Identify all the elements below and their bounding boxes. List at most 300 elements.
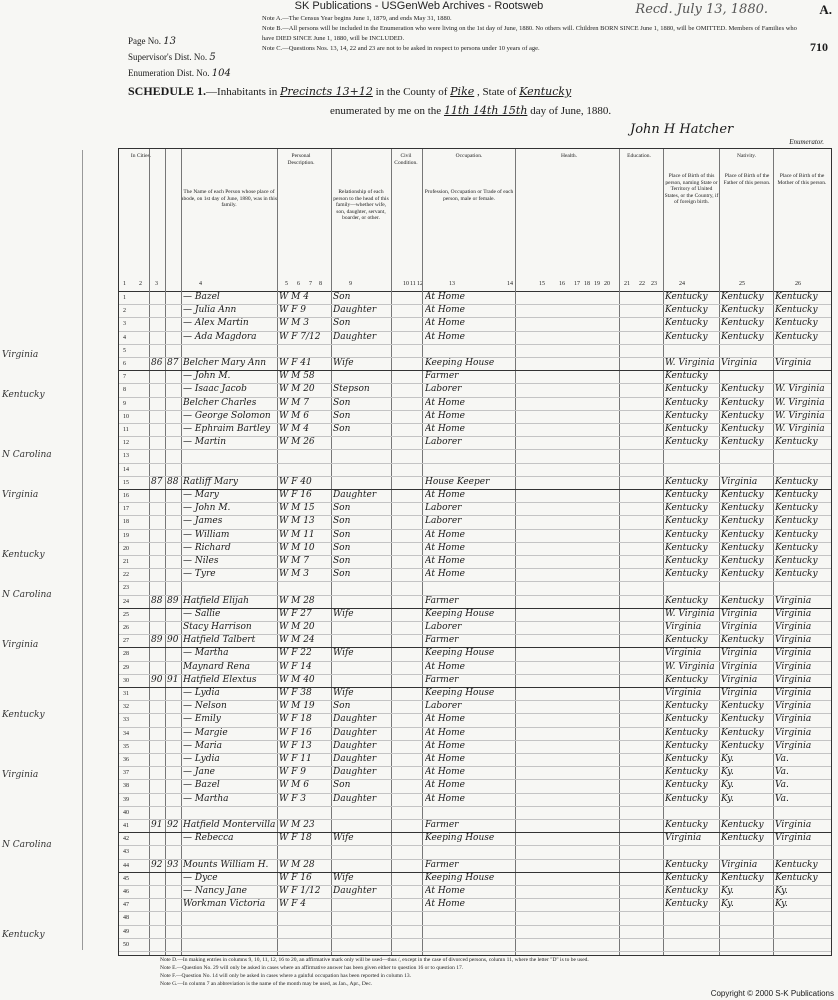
header-nativity: Nativity. bbox=[736, 153, 757, 159]
cell-cr: W M 7 bbox=[279, 397, 309, 408]
cell-occ: Laborer bbox=[425, 701, 462, 712]
table-row bbox=[119, 344, 831, 358]
cell-cr: W F 4 bbox=[279, 899, 306, 910]
cell-f: Kentucky bbox=[721, 529, 764, 540]
table-row bbox=[119, 925, 831, 939]
table-row bbox=[119, 529, 831, 543]
line-number: 22 bbox=[123, 572, 129, 579]
cell-cr: W M 40 bbox=[279, 674, 315, 685]
cell-name: Ratliff Mary bbox=[183, 476, 238, 487]
cell-rel: Son bbox=[333, 424, 351, 434]
cell-b: Kentucky bbox=[665, 490, 708, 500]
cell-cr: W M 6 bbox=[279, 780, 309, 791]
line-number: 1 bbox=[123, 295, 126, 301]
cell-name: — Martha bbox=[183, 793, 229, 804]
cell-f: Kentucky bbox=[721, 727, 764, 738]
enum-suffix: day of June, 1880. bbox=[530, 105, 612, 117]
cell-f: Kentucky bbox=[721, 542, 764, 553]
cell-cr: W M 28 bbox=[279, 859, 315, 870]
cell-cr: W F 13 bbox=[279, 740, 312, 751]
cell-fam: 87 bbox=[167, 358, 179, 368]
column-number: 17 bbox=[574, 281, 580, 287]
cell-f: Ky. bbox=[721, 780, 734, 791]
column-number: 16 bbox=[559, 281, 565, 287]
cell-rel: Daughter bbox=[333, 331, 377, 342]
table-row bbox=[119, 819, 831, 833]
schedule-prefix: —Inhabitants in bbox=[206, 86, 278, 98]
cell-f: Virginia bbox=[721, 622, 758, 632]
column-number: 7 bbox=[309, 281, 312, 287]
schedule-line bbox=[128, 84, 571, 99]
cell-f: Kentucky bbox=[721, 292, 764, 302]
cell-cr: W M 58 bbox=[279, 371, 315, 382]
cell-name: Maynard Rena bbox=[183, 661, 251, 672]
cell-name: — Mary bbox=[183, 490, 219, 500]
cell-cr: W M 6 bbox=[279, 410, 309, 421]
cell-occ: At Home bbox=[425, 754, 465, 764]
county-label: in the County of bbox=[375, 86, 448, 98]
enumeration-district bbox=[128, 68, 231, 79]
table-row bbox=[119, 713, 831, 727]
cell-b: Kentucky bbox=[665, 424, 708, 434]
cell-b: Kentucky bbox=[665, 476, 708, 487]
margin-note: N Carolina bbox=[2, 840, 52, 850]
enumeration-date-line bbox=[330, 104, 611, 117]
line-number: 13 bbox=[123, 453, 129, 460]
cell-b: Virginia bbox=[665, 833, 702, 844]
line-number: 5 bbox=[123, 347, 126, 354]
table-row bbox=[119, 304, 831, 318]
cell-occ: At Home bbox=[425, 292, 465, 302]
received-stamp: Recd. July 13, 1880. bbox=[635, 2, 768, 17]
cell-name: — Isaac Jacob bbox=[183, 384, 247, 395]
cell-rel: Daughter bbox=[333, 886, 377, 896]
cell-cr: W M 3 bbox=[279, 569, 309, 580]
cell-b: Kentucky bbox=[665, 886, 708, 896]
cell-occ: Laborer bbox=[425, 437, 462, 448]
cell-occ: At Home bbox=[425, 780, 465, 791]
cell-f: Kentucky bbox=[721, 503, 764, 514]
cell-occ: Laborer bbox=[425, 516, 462, 527]
cell-b: Kentucky bbox=[665, 384, 708, 395]
table-row bbox=[119, 885, 831, 899]
cell-occ: Farmer bbox=[425, 674, 459, 685]
cell-name: — Rebecca bbox=[183, 833, 234, 844]
line-number: 29 bbox=[123, 664, 129, 671]
page-reference: 710 bbox=[810, 40, 828, 54]
table-row bbox=[119, 806, 831, 820]
cell-m: Kentucky bbox=[775, 292, 818, 302]
copyright: Copyright © 2000 S-K Publications bbox=[710, 989, 834, 998]
cell-occ: At Home bbox=[425, 767, 465, 778]
cell-m: W. Virginia bbox=[775, 424, 825, 434]
margin-note: Kentucky bbox=[2, 390, 45, 400]
cell-rel: Wife bbox=[333, 872, 354, 883]
table-row bbox=[119, 489, 831, 503]
header-in-cities: In Cities. bbox=[130, 153, 152, 159]
column-number: 22 bbox=[639, 281, 645, 287]
cell-rel: Wife bbox=[333, 688, 354, 698]
column-number: 20 bbox=[604, 281, 610, 287]
cell-occ: Keeping House bbox=[425, 833, 495, 844]
table-row bbox=[119, 383, 831, 397]
cell-b: Kentucky bbox=[665, 727, 708, 738]
header-mother: Place of Birth of the Mother of this person. bbox=[777, 173, 827, 186]
line-number: 33 bbox=[123, 717, 129, 724]
cell-cr: W M 26 bbox=[279, 437, 315, 448]
table-row bbox=[119, 397, 831, 411]
line-number: 20 bbox=[123, 545, 129, 552]
cell-occ: At Home bbox=[425, 793, 465, 804]
cell-rel: Wife bbox=[333, 648, 354, 659]
column-number: 24 bbox=[679, 281, 685, 287]
cell-m: Kentucky bbox=[775, 859, 818, 870]
cell-b: Kentucky bbox=[665, 701, 708, 712]
cell-name: — Julia Ann bbox=[183, 305, 237, 316]
cell-occ: House Keeper bbox=[425, 476, 490, 487]
table-row bbox=[119, 463, 831, 477]
line-number: 7 bbox=[123, 374, 126, 381]
line-number: 9 bbox=[123, 400, 126, 407]
cell-fam: 89 bbox=[167, 595, 179, 606]
cell-rel: Daughter bbox=[333, 714, 377, 725]
cell-name: Hatfield Elijah bbox=[183, 595, 249, 606]
line-number: 17 bbox=[123, 506, 129, 513]
table-row bbox=[119, 661, 831, 675]
table-row bbox=[119, 634, 831, 648]
cell-m: Virginia bbox=[775, 661, 812, 672]
cell-cr: W M 20 bbox=[279, 384, 315, 395]
enumeration-label: Enumeration Dist. No. bbox=[128, 68, 210, 78]
header-health: Health. bbox=[560, 153, 578, 159]
cell-m: Kentucky bbox=[775, 542, 818, 553]
cell-occ: At Home bbox=[425, 899, 465, 910]
cell-name: — Alex Martin bbox=[183, 318, 249, 329]
table-row bbox=[119, 291, 831, 305]
cell-occ: At Home bbox=[425, 490, 465, 500]
line-number: 11 bbox=[123, 427, 129, 433]
cell-m: Ky. bbox=[775, 886, 788, 896]
cell-rel: Daughter bbox=[333, 767, 377, 778]
margin-note: Virginia bbox=[2, 350, 39, 360]
page-value: 13 bbox=[163, 36, 176, 47]
column-number: 3 bbox=[155, 281, 158, 287]
cell-name: — William bbox=[183, 529, 230, 540]
cell-name: — Niles bbox=[183, 556, 219, 566]
cell-name: — Ada Magdora bbox=[183, 331, 257, 342]
cell-cr: W F 16 bbox=[279, 727, 312, 738]
cell-f: Virginia bbox=[721, 608, 758, 619]
cell-name: — George Solomon bbox=[183, 410, 271, 421]
column-number: 6 bbox=[297, 281, 300, 287]
cell-m: W. Virginia bbox=[775, 410, 825, 421]
table-row bbox=[119, 436, 831, 450]
cell-m: Kentucky bbox=[775, 529, 818, 540]
cell-b: Kentucky bbox=[665, 674, 708, 685]
left-margin-strip bbox=[0, 150, 83, 950]
cell-rel: Wife bbox=[333, 833, 354, 844]
cell-f: Kentucky bbox=[721, 556, 764, 566]
cell-name: Belcher Mary Ann bbox=[183, 358, 267, 368]
cell-b: Kentucky bbox=[665, 556, 708, 566]
column-number: 18 bbox=[584, 281, 590, 287]
margin-note: Kentucky bbox=[2, 930, 45, 940]
cell-rel: Son bbox=[333, 503, 351, 514]
cell-m: Virginia bbox=[775, 701, 812, 712]
cell-m: Va. bbox=[775, 767, 789, 778]
cell-name: — Nelson bbox=[183, 701, 227, 712]
table-row bbox=[119, 595, 831, 609]
cell-rel: Daughter bbox=[333, 793, 377, 804]
cell-rel: Wife bbox=[333, 608, 354, 619]
cell-name: — Jane bbox=[183, 767, 215, 778]
cell-b: Kentucky bbox=[665, 437, 708, 448]
cell-rel: Son bbox=[333, 292, 351, 302]
table-row bbox=[119, 410, 831, 424]
cell-m: Virginia bbox=[775, 714, 812, 725]
table-row bbox=[119, 911, 831, 925]
cell-dw: 87 bbox=[151, 476, 163, 487]
cell-m: Kentucky bbox=[775, 437, 818, 448]
line-number: 46 bbox=[123, 889, 129, 895]
cell-rel: Wife bbox=[333, 358, 354, 368]
header-occupation: Occupation. bbox=[455, 153, 483, 159]
cell-occ: Farmer bbox=[425, 595, 459, 606]
cell-f: Virginia bbox=[721, 859, 758, 870]
header-civil: Civil Condition. bbox=[394, 153, 418, 166]
cell-f: Kentucky bbox=[721, 384, 764, 395]
cell-rel: Daughter bbox=[333, 305, 377, 316]
cell-m: Virginia bbox=[775, 833, 812, 844]
footnote: Note E.—Question No. 29 will only be asked in cases where an affirmative answer has been given either to question 16 or to question 17. bbox=[160, 965, 464, 971]
cell-name: Stacy Harrison bbox=[183, 622, 252, 632]
cell-cr: W F 27 bbox=[279, 608, 312, 619]
enum-prefix: enumerated by me on the bbox=[330, 105, 442, 117]
cell-cr: W F 3 bbox=[279, 793, 306, 804]
table-row bbox=[119, 502, 831, 516]
header-father: Place of Birth of the Father of this person. bbox=[723, 173, 771, 186]
cell-name: — John M. bbox=[183, 371, 231, 382]
table-row bbox=[119, 832, 831, 846]
cell-m: Virginia bbox=[775, 608, 812, 619]
cell-b: Kentucky bbox=[665, 371, 708, 382]
table-row bbox=[119, 370, 831, 384]
column-number: 8 bbox=[319, 281, 322, 287]
line-number: 42 bbox=[123, 836, 129, 843]
corner-letter: A. bbox=[819, 2, 832, 17]
cell-f: Kentucky bbox=[721, 305, 764, 316]
cell-f: Kentucky bbox=[721, 595, 764, 606]
cell-name: — Martin bbox=[183, 437, 227, 448]
table-row bbox=[119, 727, 831, 741]
note-b: Note B.—All persons will be included in the Enumeration who were living on the 1st day of June, 1880. No others will. Children BORN SINCE June 1, 1880, will be OMITTED. Members of Families who have DIED SINCE June 1, 1880, will be INCLUDED. bbox=[262, 25, 797, 42]
cell-occ: Farmer bbox=[425, 859, 459, 870]
line-number: 37 bbox=[123, 770, 129, 777]
cell-cr: W M 4 bbox=[279, 292, 309, 302]
line-number: 34 bbox=[123, 730, 129, 737]
cell-name: Hatfield Elextus bbox=[183, 674, 257, 685]
cell-cr: W M 20 bbox=[279, 622, 315, 632]
column-number: 5 bbox=[285, 281, 288, 287]
cell-cr: W M 10 bbox=[279, 542, 315, 553]
table-row bbox=[119, 555, 831, 569]
cell-occ: Keeping House bbox=[425, 358, 495, 368]
cell-b: Kentucky bbox=[665, 318, 708, 329]
cell-cr: W F 16 bbox=[279, 490, 312, 500]
note-c: Note C.—Questions Nos. 13, 14, 22 and 23 are not to be asked in respect to persons under 10 years of age. bbox=[262, 45, 540, 52]
cell-b: Kentucky bbox=[665, 292, 708, 302]
cell-f: Kentucky bbox=[721, 740, 764, 751]
cell-name: — Lydia bbox=[183, 688, 220, 698]
cell-f: Kentucky bbox=[721, 318, 764, 329]
cell-name: Mounts William H. bbox=[183, 859, 269, 870]
cell-b: Kentucky bbox=[665, 754, 708, 764]
cell-occ: Laborer bbox=[425, 384, 462, 395]
cell-m: Virginia bbox=[775, 358, 812, 368]
cell-m: Virginia bbox=[775, 622, 812, 632]
table-row bbox=[119, 542, 831, 556]
cell-name: — John M. bbox=[183, 503, 231, 514]
cell-rel: Son bbox=[333, 780, 351, 791]
cell-m: Kentucky bbox=[775, 476, 818, 487]
column-number: 11 bbox=[410, 281, 416, 287]
page-number bbox=[128, 36, 176, 47]
line-number: 28 bbox=[123, 651, 129, 658]
schedule-title: SCHEDULE 1. bbox=[128, 84, 207, 98]
cell-b: Kentucky bbox=[665, 331, 708, 342]
cell-b: Kentucky bbox=[665, 595, 708, 606]
cell-b: Kentucky bbox=[665, 780, 708, 791]
header-birth: Place of Birth of this person, naming State or Territory of United States, or the Country, if of foreign birth. bbox=[664, 173, 719, 205]
table-row bbox=[119, 621, 831, 635]
cell-m: Virginia bbox=[775, 727, 812, 738]
cell-occ: Keeping House bbox=[425, 688, 495, 698]
cell-cr: W F 7/12 bbox=[279, 331, 321, 342]
cell-m: Virginia bbox=[775, 674, 812, 685]
cell-name: — Ephraim Bartley bbox=[183, 424, 271, 434]
cell-f: Kentucky bbox=[721, 701, 764, 712]
cell-b: Kentucky bbox=[665, 714, 708, 725]
line-number: 41 bbox=[123, 823, 129, 829]
cell-b: Kentucky bbox=[665, 542, 708, 553]
cell-occ: Keeping House bbox=[425, 608, 495, 619]
table-row bbox=[119, 581, 831, 595]
table-row bbox=[119, 515, 831, 529]
cell-occ: At Home bbox=[425, 661, 465, 672]
cell-occ: At Home bbox=[425, 410, 465, 421]
cell-m: Va. bbox=[775, 780, 789, 791]
cell-cr: W M 11 bbox=[279, 529, 315, 540]
line-number: 8 bbox=[123, 387, 126, 394]
cell-f: Ky. bbox=[721, 754, 734, 764]
site-header: SK Publications - USGenWeb Archives - Rootsweb bbox=[294, 0, 544, 12]
cell-occ: At Home bbox=[425, 740, 465, 751]
cell-b: Kentucky bbox=[665, 635, 708, 646]
cell-b: Kentucky bbox=[665, 793, 708, 804]
cell-m: Kentucky bbox=[775, 872, 818, 883]
supervisor-value: 5 bbox=[209, 52, 216, 63]
cell-m: Ky. bbox=[775, 899, 788, 910]
cell-name: Workman Victoria bbox=[183, 899, 266, 910]
cell-rel: Son bbox=[333, 410, 351, 421]
line-number: 23 bbox=[123, 585, 129, 592]
margin-note: N Carolina bbox=[2, 590, 52, 600]
cell-b: Kentucky bbox=[665, 859, 708, 870]
table-row bbox=[119, 700, 831, 714]
cell-m: Kentucky bbox=[775, 503, 818, 514]
line-number: 49 bbox=[123, 928, 129, 935]
cell-dw: 86 bbox=[151, 358, 163, 368]
cell-f: Kentucky bbox=[721, 410, 764, 421]
footnote: Note F.—Question No. 14 will only be asked in cases where a gainful occupation has been reported in column 13. bbox=[160, 973, 411, 979]
header-profession: Profession, Occupation or Trade of each person, male or female. bbox=[424, 189, 514, 202]
cell-name: — Nancy Jane bbox=[183, 886, 247, 896]
cell-m: Virginia bbox=[775, 688, 812, 698]
table-row bbox=[119, 845, 831, 859]
cell-name: Hatfield Talbert bbox=[183, 635, 256, 646]
line-number: 18 bbox=[123, 519, 129, 526]
line-number: 48 bbox=[123, 915, 129, 922]
cell-m: Virginia bbox=[775, 648, 812, 659]
line-number: 44 bbox=[123, 862, 129, 869]
cell-dw: 89 bbox=[151, 635, 163, 646]
cell-dw: 90 bbox=[151, 674, 163, 685]
cell-name: — Dyce bbox=[183, 872, 218, 883]
cell-m: W. Virginia bbox=[775, 384, 825, 395]
table-row bbox=[119, 568, 831, 582]
column-number: 15 bbox=[539, 281, 545, 287]
table-row bbox=[119, 317, 831, 331]
cell-occ: Farmer bbox=[425, 635, 459, 646]
margin-note: N Carolina bbox=[2, 450, 52, 460]
cell-rel: Son bbox=[333, 318, 351, 329]
cell-rel: Son bbox=[333, 701, 351, 712]
cell-dw: 91 bbox=[151, 820, 163, 830]
page-label: Page No. bbox=[128, 36, 161, 46]
line-number: 4 bbox=[123, 334, 126, 341]
cell-m: Kentucky bbox=[775, 305, 818, 316]
cell-dw: 92 bbox=[151, 859, 163, 870]
cell-dw: 88 bbox=[151, 595, 163, 606]
cell-name: — Maria bbox=[183, 740, 222, 751]
line-number: 26 bbox=[123, 625, 129, 631]
cell-rel: Daughter bbox=[333, 754, 377, 764]
cell-name: — Emily bbox=[183, 714, 221, 725]
cell-cr: W M 4 bbox=[279, 424, 309, 434]
cell-rel: Son bbox=[333, 397, 351, 408]
line-number: 39 bbox=[123, 796, 129, 803]
cell-f: Kentucky bbox=[721, 437, 764, 448]
cell-f: Kentucky bbox=[721, 516, 764, 527]
cell-b: Kentucky bbox=[665, 397, 708, 408]
cell-name: — Lydia bbox=[183, 754, 220, 764]
line-number: 19 bbox=[123, 532, 129, 539]
cell-occ: At Home bbox=[425, 714, 465, 725]
cell-cr: W F 14 bbox=[279, 661, 312, 672]
margin-note: Virginia bbox=[2, 490, 39, 500]
cell-name: — Bazel bbox=[183, 292, 220, 302]
cell-rel: Daughter bbox=[333, 490, 377, 500]
cell-cr: W M 24 bbox=[279, 635, 315, 646]
cell-f: Virginia bbox=[721, 648, 758, 659]
cell-cr: W M 19 bbox=[279, 701, 315, 712]
cell-cr: W M 15 bbox=[279, 503, 315, 514]
cell-b: Kentucky bbox=[665, 872, 708, 883]
cell-occ: At Home bbox=[425, 305, 465, 316]
table-row bbox=[119, 766, 831, 780]
table-row bbox=[119, 687, 831, 701]
cell-m: Kentucky bbox=[775, 331, 818, 342]
